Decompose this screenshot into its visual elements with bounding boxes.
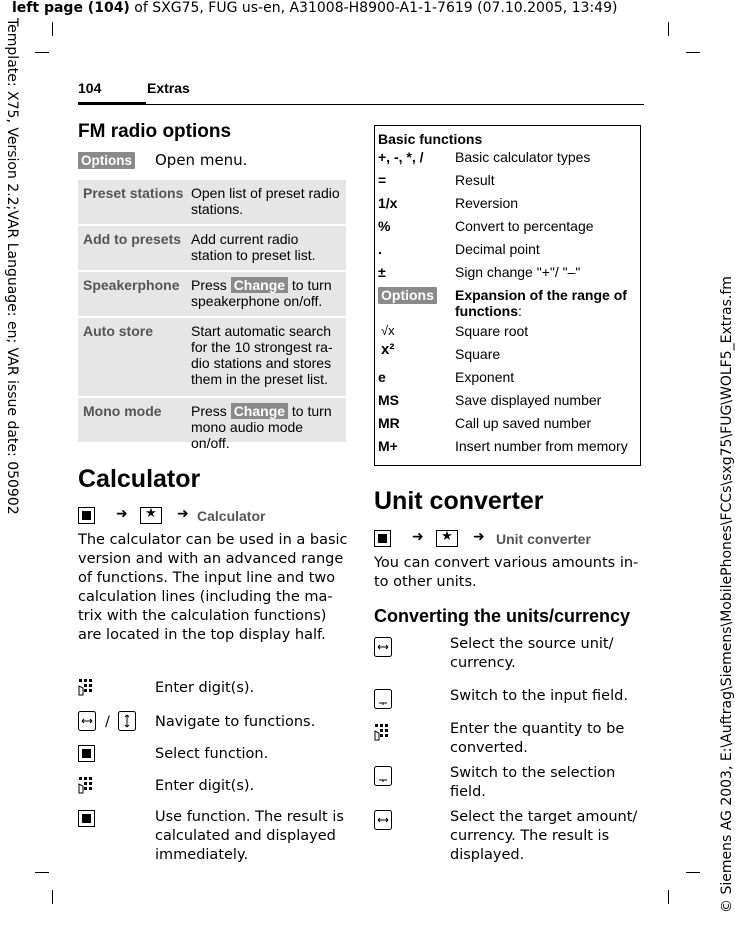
crop-mark (686, 52, 700, 53)
option-value: Start automatic search for the 10 strongest ra-dio stations and stores them in the preset list. (191, 323, 333, 387)
down-icon (374, 766, 392, 786)
function-desc-bold: Expansion of the range of functions (455, 287, 627, 319)
step-text: Enter digit(s). (155, 680, 255, 696)
function-desc: Decimal point (455, 241, 540, 257)
option-value: Add current radio station to preset list. (191, 231, 316, 263)
fm-options-row (78, 150, 358, 169)
header-rule (78, 104, 644, 105)
select-key-icon (78, 745, 95, 762)
function-desc: Result (455, 172, 495, 188)
option-text-post: to turn speakerphone on/off. (191, 277, 332, 309)
nav-unit-converter: Unit converter (496, 531, 591, 547)
navigate-icon (78, 711, 96, 731)
margin-left-text (0, 0, 20, 928)
step-text: Switch to the selection field. (450, 765, 616, 800)
option-value (191, 272, 346, 314)
arrow-icon: ➜ (177, 506, 189, 522)
crop-mark (35, 52, 49, 53)
arrow-icon: ➜ (412, 529, 424, 545)
change-softkey: Change (231, 277, 288, 293)
step-text: Enter digit(s). (155, 778, 255, 794)
keypad-icon (78, 677, 96, 697)
function-key: MR (378, 415, 400, 431)
header-page-ref: left page (104) (12, 0, 130, 16)
function-desc: Basic calculator types (455, 149, 591, 165)
header-doc-info: of SXG75, FUG us-en, A31008-H8900-A1-1-7619 (07.10.2005, 13:49) (129, 0, 618, 16)
option-key: Preset stations (83, 185, 184, 201)
function-row (375, 193, 640, 216)
page-section: Extras (147, 80, 190, 96)
calculator-nav (78, 506, 338, 526)
calculator-title: Calculator (78, 465, 201, 493)
function-desc-suffix: : (518, 303, 522, 319)
square-root-icon: √x (381, 323, 395, 338)
basic-functions-title: Basic functions (378, 131, 483, 147)
page-header (12, 0, 617, 16)
function-key: . (378, 241, 382, 257)
unit-converter-title: Unit converter (374, 487, 544, 515)
page-number: 104 (78, 80, 102, 96)
menu-key-icon (78, 507, 95, 524)
arrow-icon: ➜ (473, 529, 485, 545)
arrow-icon: ➜ (116, 506, 128, 522)
option-value (191, 398, 346, 456)
table-row (78, 398, 346, 451)
function-key: ± (378, 264, 386, 280)
down-icon (374, 689, 392, 709)
step-text: Select the source unit/ currency. (450, 636, 614, 671)
crop-mark (668, 22, 669, 36)
table-row (78, 226, 346, 272)
step-text: Switch to the input field. (450, 688, 628, 704)
function-desc: Square (455, 346, 501, 362)
function-key: MS (378, 392, 399, 408)
star-key-icon: ★ (140, 507, 162, 524)
function-row (375, 147, 640, 170)
step-text: Enter the quantity to be converted. (450, 721, 625, 756)
up-down-icon (118, 711, 136, 731)
margin-left-label: Template: X75, Version 2.2;VAR Language: en; VAR issue date: 050902 (4, 18, 20, 515)
margin-right-text (699, 0, 735, 928)
option-text-post: to turn mono audio mode on/off. (191, 403, 332, 451)
function-key: 1/x (378, 195, 398, 211)
menu-key-icon (374, 530, 391, 547)
star-key-icon: ★ (436, 530, 458, 547)
function-key: % (378, 218, 391, 234)
function-key: = (378, 172, 387, 188)
option-text-pre: Press (191, 403, 231, 419)
change-softkey: Change (231, 403, 288, 419)
keypad-icon (78, 775, 96, 795)
function-row (375, 216, 640, 239)
option-key: Auto store (83, 323, 153, 339)
function-desc: Call up saved number (455, 415, 592, 431)
unit-converter-nav (374, 529, 639, 549)
calculator-intro: The calculator can be used in a basic version and with an advanced range of functions. The input line and two calculation lines (including the ma-trix with the calculation functions) are located in the top display half. (78, 532, 348, 643)
function-desc: Convert to percentage (455, 218, 594, 234)
function-row (375, 436, 640, 459)
nav-separator: / (105, 714, 110, 730)
left-right-icon (374, 810, 392, 830)
step-text: Navigate to functions. (155, 714, 316, 730)
option-key: Speakerphone (83, 277, 180, 293)
function-row (375, 285, 640, 321)
table-row (78, 318, 346, 398)
function-row (375, 413, 640, 436)
function-row (375, 341, 640, 367)
function-desc: Reversion (455, 195, 519, 211)
option-key: Mono mode (83, 403, 162, 419)
crop-mark (35, 872, 49, 873)
unit-intro: You can convert various amounts in-to other units. (374, 555, 639, 590)
select-key-icon (78, 810, 95, 827)
options-softkey: Options (378, 287, 437, 304)
options-softkey: Options (78, 152, 135, 169)
step-text: Select the target amount/ currency. The result is displayed. (450, 809, 638, 863)
option-key: Add to presets (83, 231, 182, 247)
option-text-pre: Press (191, 277, 231, 293)
crop-mark (52, 22, 53, 36)
nav-calculator: Calculator (197, 508, 266, 524)
step-text: Use function. The result is calculated and displayed immediately. (155, 809, 344, 863)
function-row (375, 262, 640, 285)
function-key-wrap (378, 287, 437, 304)
table-row (78, 180, 346, 226)
margin-right-label: © Siemens AG 2003, E:\Auftrag\Siemens\MobilePhones\FCCs\sxg75\FUG\WOLF5_Extras.fm (719, 276, 735, 913)
function-desc: Save displayed number (455, 392, 602, 408)
function-desc: Sign change "+"/ "–" (455, 264, 581, 280)
function-key: e (378, 369, 386, 385)
step-text: Select function. (155, 746, 269, 762)
table-row (78, 272, 346, 318)
function-row (375, 367, 640, 390)
function-row (375, 239, 640, 262)
crop-mark (668, 890, 669, 904)
square-icon: x² (381, 341, 395, 358)
function-row (375, 390, 640, 413)
function-row (375, 170, 640, 193)
function-key: M+ (378, 438, 398, 454)
fm-options-table (78, 180, 346, 451)
fm-title: FM radio options (78, 121, 232, 142)
options-text: Open menu. (155, 151, 248, 169)
function-desc: Square root (455, 323, 529, 339)
keypad-icon (374, 722, 392, 742)
function-desc: Exponent (455, 369, 515, 385)
crop-mark (52, 890, 53, 904)
basic-functions-box (374, 125, 641, 466)
unit-subtitle: Converting the units/currency (374, 606, 631, 626)
option-value: Open list of preset radio stations. (191, 185, 340, 217)
function-desc: Insert number from memory (455, 438, 628, 454)
crop-mark (686, 872, 700, 873)
function-key: +, -, *, / (378, 149, 424, 165)
function-row (375, 321, 640, 344)
left-right-icon (374, 637, 392, 657)
function-desc (455, 285, 640, 319)
